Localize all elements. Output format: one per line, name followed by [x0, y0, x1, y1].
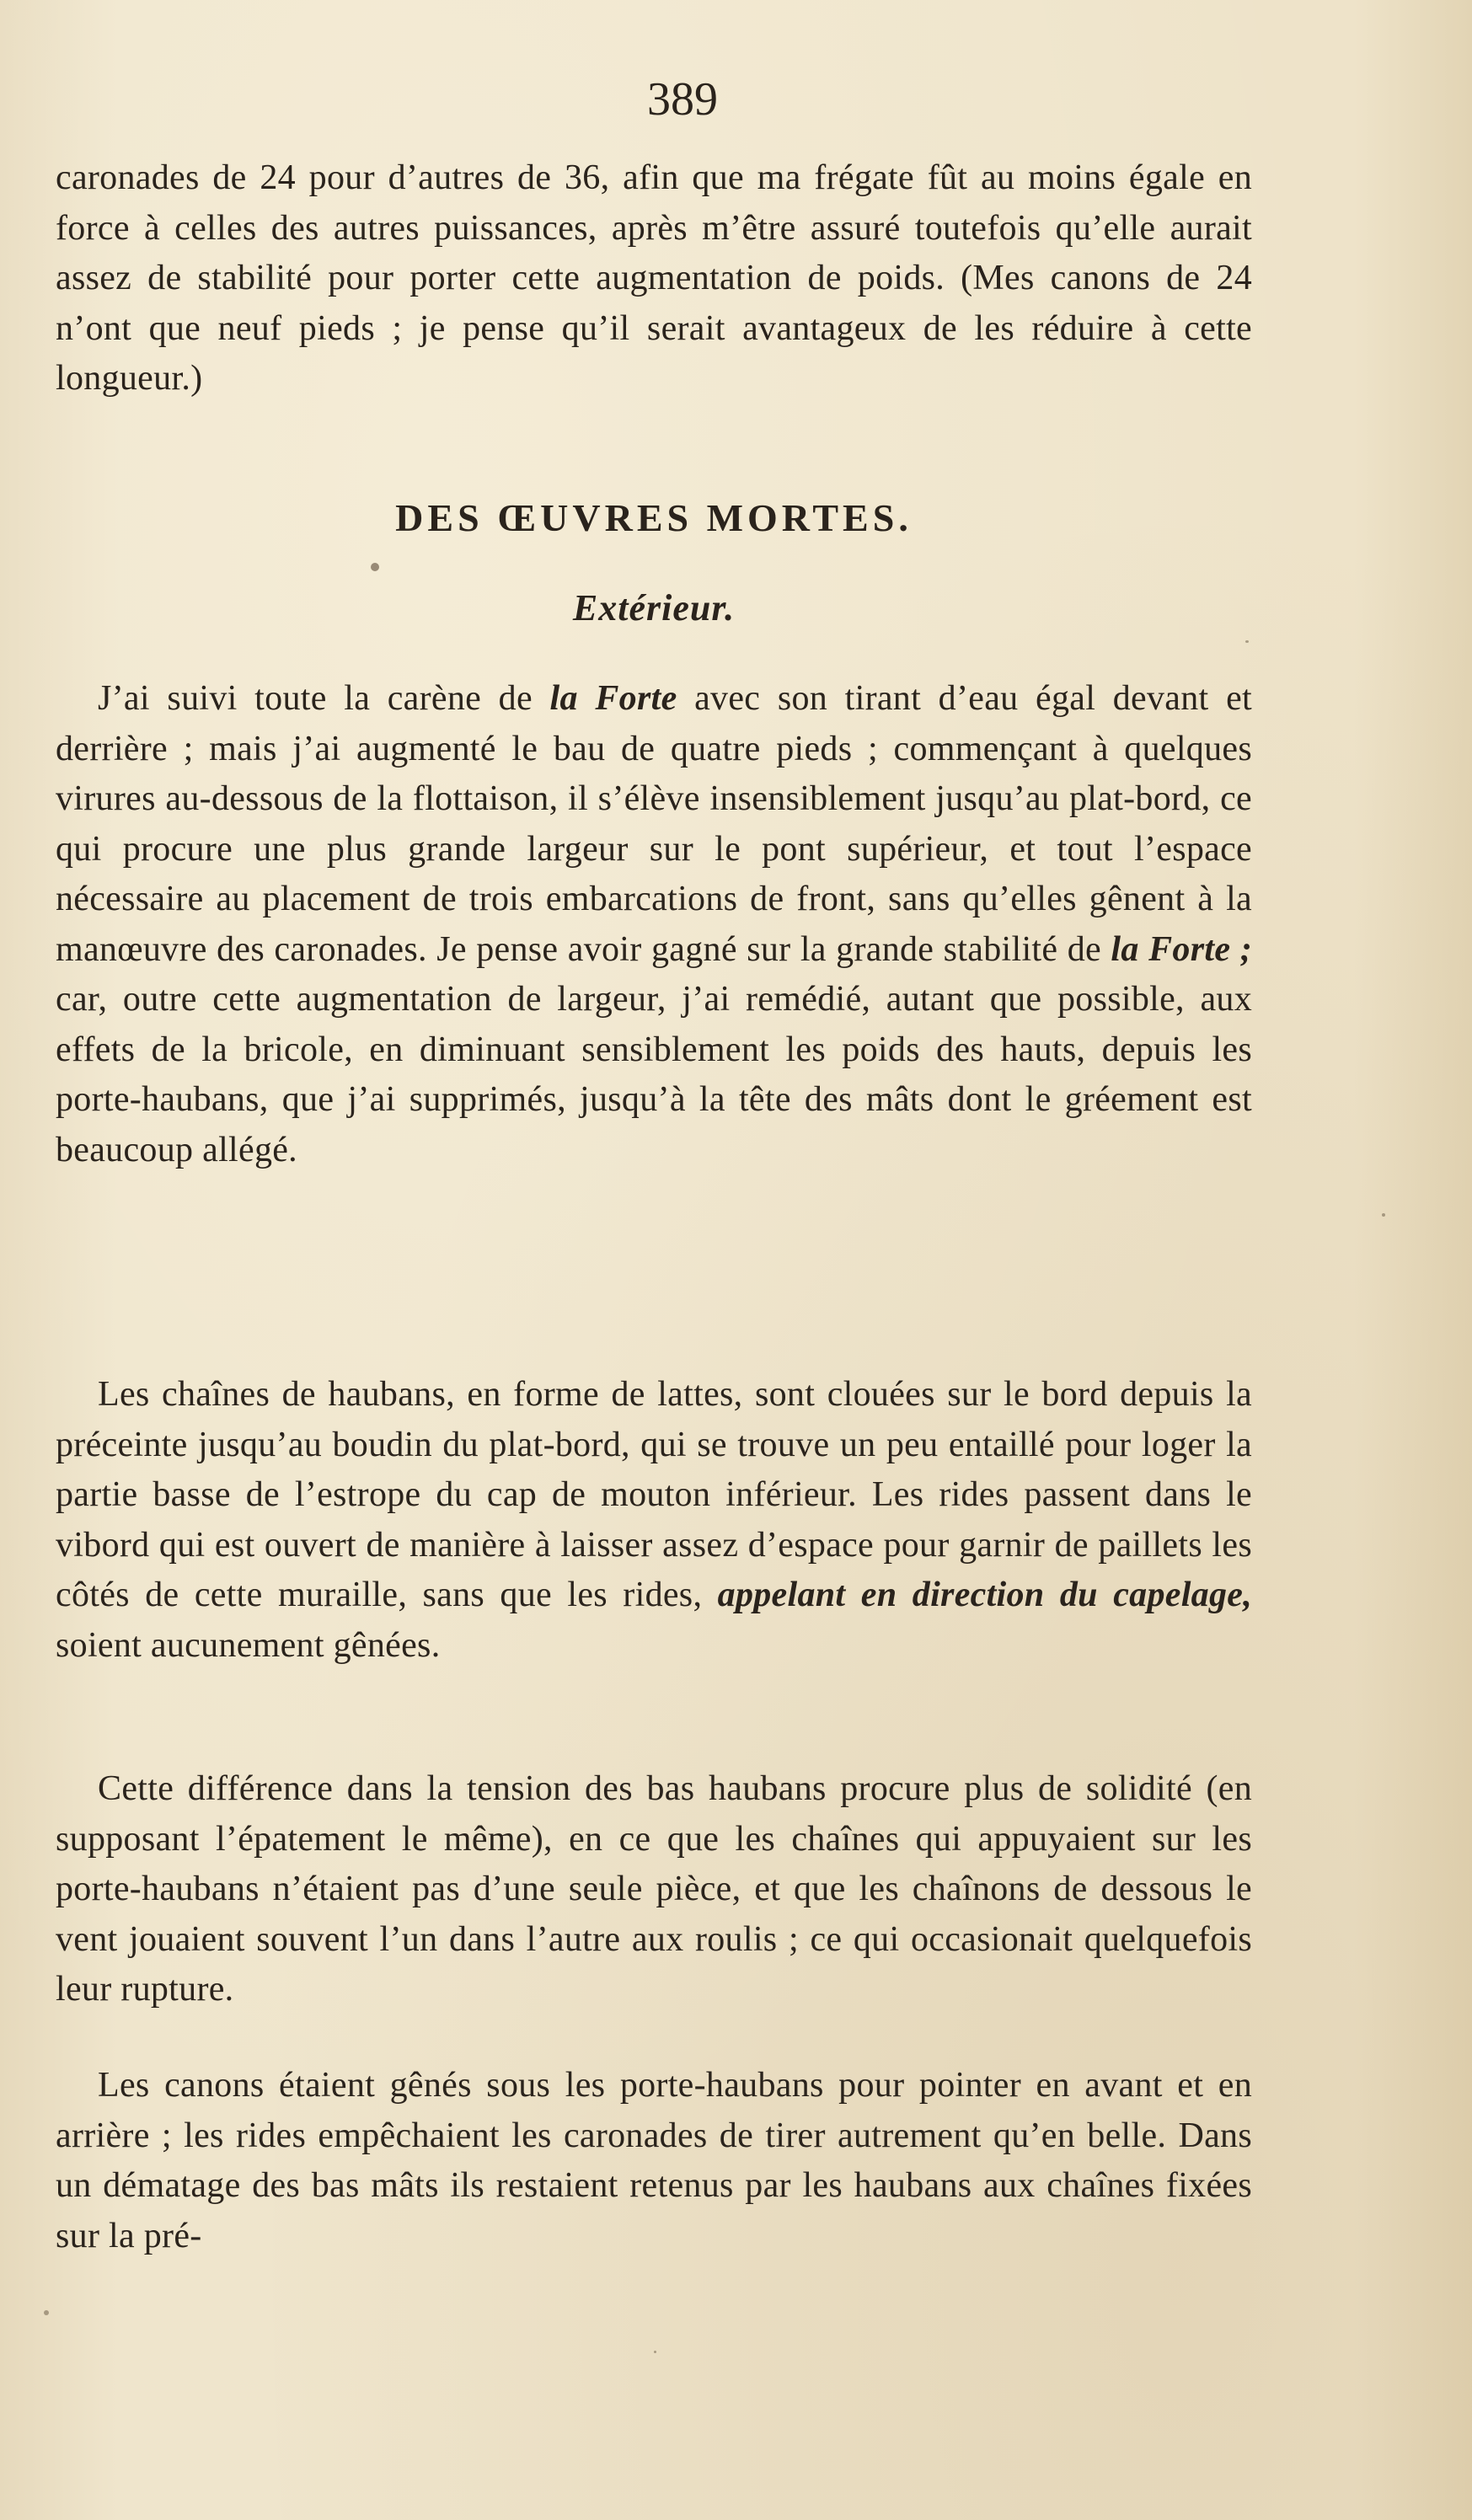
- section-heading: DES ŒUVRES MORTES.: [395, 496, 913, 539]
- paper-speck: [1382, 1213, 1385, 1217]
- paragraph-text: car, outre cette augmentation de largeur, j’ai remédié, autant que possible, aux effets de la bricole, en diminuant sensiblement les poids des hauts, depuis les porte-haubans, que j’ai supprimés, jusqu’à la tête des mâts dont le gréement est beaucoup allégé.: [56, 980, 1252, 1169]
- paper-speck: [1245, 640, 1249, 643]
- page-number: 389: [647, 73, 718, 126]
- paragraph-text: soient aucunement gênées.: [56, 1625, 441, 1665]
- paper-speck: [371, 563, 379, 571]
- paragraph-exterieur: [56, 674, 1252, 1175]
- paragraph-canons: Les canons étaient gênés sous les porte-haubans pour pointer en avant et en arrière ; les rides empêchaient les caronades de tirer autrement qu’en belle. Dans un dématage des bas mâts ils restaient retenus par les haubans aux chaînes fixées sur la pré-: [56, 2066, 1252, 2255]
- paragraph-continuation: caronades de 24 pour d’autres de 36, afin que ma frégate fût au moins égale en force à celles des autres puissances, après m’être assuré toutefois qu’elle aurait assez de stabilité pour porter cette augmentation de poids. (Mes canons de 24 n’ont que neuf pieds ; je pense qu’il serait avantageux de les réduire à cette longueur.): [56, 158, 1252, 398]
- paragraph-text: avec son tirant d’eau égal devant et derrière ; mais j’ai augmenté le bau de quatre pieds ; commençant à quelques virures au-dessous de la flottaison, il s’élève insensiblement jusqu’au plat-bord, ce qui procure une plus grande largeur sur le pont supérieur, et tout l’espace nécessaire au placement de trois embarcations de front, sans qu’elles gênent à la manœuvre des caronades. Je pense avoir gagné sur la grande stabilité de: [56, 679, 1252, 969]
- paragraph-text: J’ai suivi toute la carène de: [98, 679, 550, 718]
- ship-name: la Forte ;: [1111, 929, 1252, 969]
- section-subheading: Extérieur.: [572, 587, 736, 629]
- paragraph-tension: Cette différence dans la tension des bas haubans procure plus de solidité (en supposant l’épatement le même), en ce que les chaînes qui appuyaient sur les porte-haubans n’étaient pas d’une seule pièce, et que les chaînons de dessous le vent jouaient souvent l’un dans l’autre aux roulis ; ce qui occasionait quelquefois leur rupture.: [56, 1769, 1252, 2009]
- ship-name: la Forte: [549, 679, 677, 718]
- paper-speck: [654, 2351, 656, 2353]
- paragraph-text: Les chaînes de haubans, en forme de lattes, sont clouées sur le bord depuis la préceinte jusqu’au boudin du plat-bord, qui se trouve un peu entaillé pour loger la partie basse de l’estrope du cap de mouton inférieur. Les rides passent dans le vibord qui est ouvert de manière à laisser assez d’espace pour garnir de paillets les côtés de cette muraille, sans que les rides,: [56, 1375, 1252, 1614]
- paper-speck: [44, 2310, 49, 2315]
- paragraph-chaines: [56, 1370, 1252, 1671]
- italic-phrase: appelant en direction du capelage,: [717, 1576, 1253, 1614]
